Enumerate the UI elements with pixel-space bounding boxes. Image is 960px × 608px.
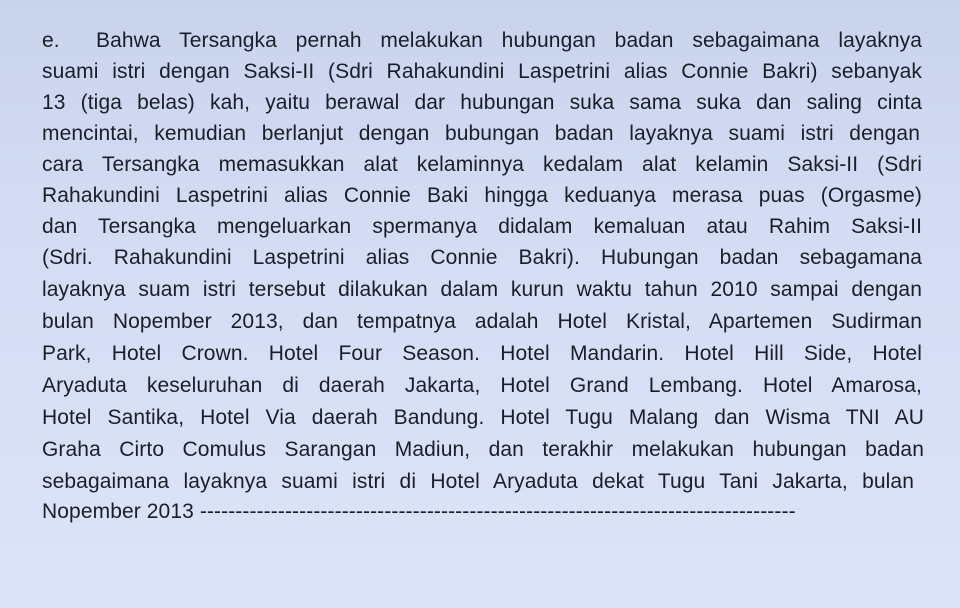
text-line [42, 245, 922, 271]
text-line [42, 121, 920, 147]
text-line [42, 499, 922, 525]
text-line [42, 152, 922, 178]
line-text: sebagaimana layaknya suami istri di Hotel Aryaduta dekat Tugu Tani Jakarta, bulan [42, 470, 914, 493]
line-text: bulan Nopember 2013, dan tempatnya adalah Hotel Kristal, Apartemen Sudirman [42, 310, 922, 333]
text-line [42, 277, 922, 303]
line-text: Aryaduta keseluruhan di daerah Jakarta, Hotel Grand Lembang. Hotel Amarosa, [42, 374, 922, 397]
line-text: 13 (tiga belas) kah, yaitu berawal dar hubungan suka sama suka dan saling cinta [42, 91, 922, 114]
line-text: (Sdri. Rahakundini Laspetrini alias Connie Bakri). Hubungan badan sebagamana [42, 246, 922, 269]
line-text: Hotel Santika, Hotel Via daerah Bandung. Hotel Tugu Malang dan Wisma TNI AU [42, 406, 924, 429]
text-line [42, 309, 922, 335]
line-text: Bahwa Tersangka pernah melakukan hubungan badan sebagaimana layaknya [96, 29, 922, 52]
line-text: suami istri dengan Saksi-II (Sdri Rahakundini Laspetrini alias Connie Bakri) sebanyak [42, 60, 922, 83]
text-line [42, 373, 922, 399]
line-text: cara Tersangka memasukkan alat kelaminnya kedalam alat kelamin Saksi-II (Sdri [42, 153, 922, 176]
text-line [42, 90, 922, 116]
text-line [42, 469, 914, 495]
list-marker: e. [42, 29, 60, 52]
line-text: Nopember 2013 ------------------------------------------------------------------------------------ [42, 500, 796, 523]
line-text: dan Tersangka mengeluarkan spermanya didalam kemaluan atau Rahim Saksi-II [42, 215, 922, 238]
text-line [42, 341, 922, 367]
text-line [42, 437, 924, 463]
line-text: mencintai, kemudian berlanjut dengan bubungan badan layaknya suami istri dengan [42, 122, 920, 145]
text-line [42, 59, 922, 85]
text-line [96, 28, 922, 54]
text-line [42, 214, 922, 240]
line-text: Graha Cirto Comulus Sarangan Madiun, dan terakhir melakukan hubungan badan [42, 438, 924, 461]
text-line [42, 405, 924, 431]
line-text: layaknya suam istri tersebut dilakukan dalam kurun waktu tahun 2010 sampai dengan [42, 278, 922, 301]
line-text: Park, Hotel Crown. Hotel Four Season. Hotel Mandarin. Hotel Hill Side, Hotel [42, 342, 922, 365]
text-line [42, 183, 922, 209]
line-text: Rahakundini Laspetrini alias Connie Baki hingga keduanya merasa puas (Orgasme) [42, 184, 922, 207]
